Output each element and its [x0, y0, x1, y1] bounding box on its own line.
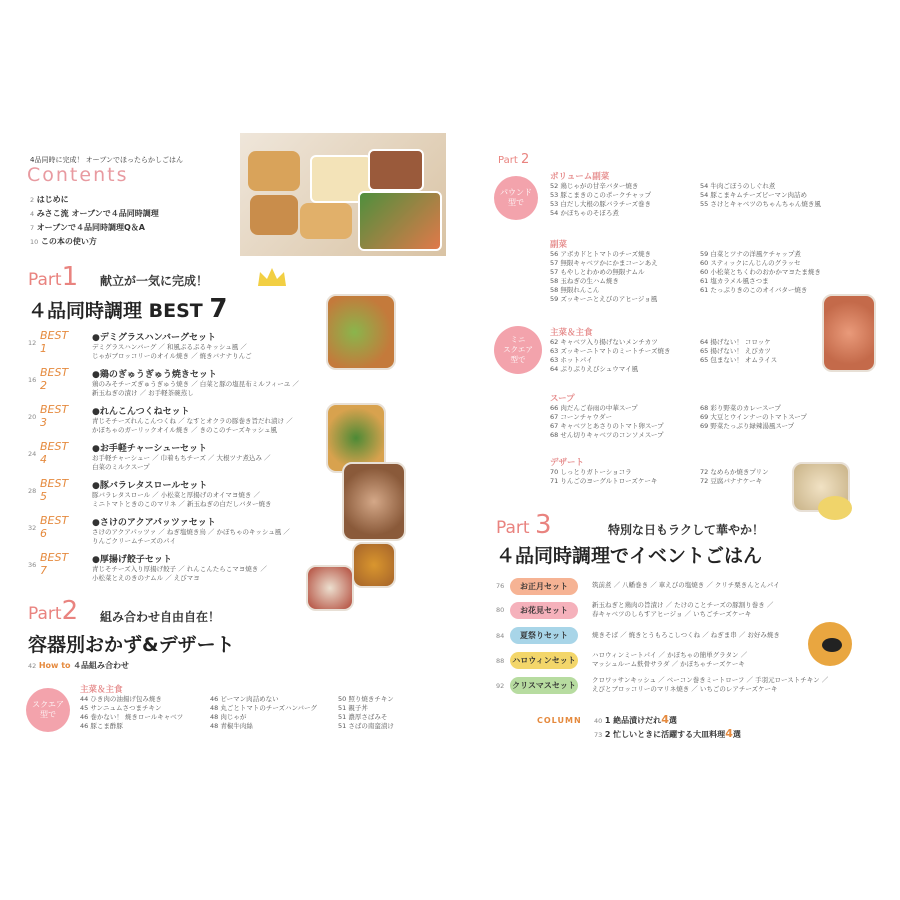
dessert-col-1 — [550, 468, 657, 486]
event-tag-hanami[interactable]: お花見セット — [510, 602, 578, 619]
howto[interactable]: 42 How to ４品組み合わせ — [28, 661, 130, 670]
recipe-item[interactable]: 61 塩カラメル風さつま — [700, 277, 769, 285]
header-subtitle: 4品同時に完成！ オーブンでほったらかしごはん — [30, 156, 184, 164]
recipe-item[interactable]: 51 親子丼 — [338, 704, 368, 712]
recipe-item[interactable]: 57 無限キャベツかにかまコーンあえ — [550, 259, 658, 267]
recipe-item[interactable]: 50 照り焼きチキン — [338, 695, 394, 703]
event-items: マッシュルーム麩骨サラダ ／ かぼちゃチーズケーキ — [592, 660, 745, 668]
mini-square-photo — [822, 294, 876, 372]
best-item-4[interactable]: 24 BEST 4 ●お手軽チャーシューセット お手軽チャーシュー ／ 巾着もちチーズ ／ 大根ツナ煮込み ／ 白菜のミルクスープ — [28, 440, 271, 471]
dessert-photo-2 — [818, 496, 852, 520]
recipe-item[interactable]: 46 ピーマン肉詰めない — [210, 695, 279, 703]
recipe-item[interactable]: 63 ホットパイ — [550, 356, 593, 364]
part2-label: Part2 — [28, 596, 79, 626]
recipe-item[interactable]: 68 せん切りキャベツのコンソメスープ — [550, 431, 664, 439]
best7-photo-2 — [306, 565, 354, 611]
recipe-item[interactable]: 48 丸ごとトマトのチーズハンバーグ — [210, 704, 318, 712]
recipe-item[interactable]: 64 揚げない！ コロッケ — [700, 338, 771, 346]
recipe-item[interactable]: 67 コーンチャウダー — [550, 413, 612, 421]
contents-title: Contents — [27, 164, 129, 186]
recipe-item[interactable]: 72 豆腐バナナケーキ — [700, 477, 763, 485]
best-item-5[interactable]: 28 BEST 5 ●豚バラレタスロールセット 豚バラレタスロール ／ 小松菜と厚揚げのオイマヨ焼き ／ ミニトマトときのこのマリネ ／ 新玉ねぎの白だしバター焼き — [28, 477, 272, 508]
recipe-item[interactable]: 66 肉だんご春雨の中華スープ — [550, 404, 638, 412]
main-head: 主菜＆主食 — [550, 328, 593, 338]
header-food-photo — [240, 133, 446, 256]
volume-head: ボリューム副菜 — [550, 172, 610, 182]
soup-col-2 — [700, 404, 807, 431]
part3-tagline: 特別な日もラクして華やか！ — [608, 523, 765, 537]
recipe-item[interactable]: 57 もやしとわかめの無限ナムル — [550, 268, 645, 276]
event-items: ハロウィンミートパイ ／ かぼちゃの簡単グラタン ／ — [592, 651, 748, 659]
part2-title: 容器別おかず&デザート — [28, 634, 235, 656]
side-head: 副菜 — [550, 240, 568, 250]
square-col-1 — [80, 695, 183, 731]
recipe-item[interactable]: 61 たっぷりきのこのオイバター焼き — [700, 286, 808, 294]
soup-head: スープ — [550, 394, 575, 404]
intro-item[interactable]: 2 はじめに — [30, 195, 69, 204]
column-label: COLUMN — [537, 716, 582, 725]
recipe-item[interactable]: 48 肉じゃが — [210, 713, 247, 721]
recipe-item[interactable]: 64 ぷりぷりえびシュウマイ風 — [550, 365, 639, 373]
recipe-item[interactable]: 71 りんごのヨーグルトローズケーキ — [550, 477, 658, 485]
soup-col-1 — [550, 404, 664, 440]
recipe-item[interactable]: 53 豚こまきのこのポークチャップ — [550, 191, 652, 199]
recipe-item[interactable]: 46 豚こま酢豚 — [80, 722, 123, 730]
recipe-item[interactable]: 48 青椒牛肉絲 — [210, 722, 253, 730]
part2-right-label: Part 2 — [498, 152, 530, 167]
recipe-item[interactable]: 65 揚げない！ えびカツ — [700, 347, 771, 355]
recipe-item[interactable]: 67 キャベツとあさりのトマト卵スープ — [550, 422, 664, 430]
recipe-item[interactable]: 52 鶏じゃがの甘辛バター焼き — [550, 182, 639, 190]
intro-item[interactable]: 10 この本の使い方 — [30, 237, 97, 246]
event-tag-summer[interactable]: 夏祭りセット — [510, 627, 578, 644]
recipe-item[interactable]: 46 巻かない！ 焼きロールキャベツ — [80, 713, 184, 721]
square-col-2 — [210, 695, 317, 731]
volume-col-1 — [550, 182, 651, 218]
event-tag-newyear[interactable]: お正月セット — [510, 578, 578, 595]
event-items: クロワッサンキッシュ ／ ベーコン巻きミートローフ ／ 手羽元ローストチキン ／ — [592, 676, 829, 684]
recipe-item[interactable]: 68 彩り野菜のカレースープ — [700, 404, 781, 412]
recipe-item[interactable]: 51 濃厚さばみそ — [338, 713, 388, 721]
recipe-item[interactable]: 55 さけとキャベツのちゃんちゃん焼き風 — [700, 200, 821, 208]
best-item-3[interactable]: 20 BEST 3 ●れんこんつくねセット 青じそチーズれんこんつくね ／ なすとオクラの豚巻き旨だれ漬け ／ かぼちゃのガーリックオイル焼き ／ きのこのチーズキッシュ風 — [28, 403, 293, 434]
recipe-item[interactable]: 69 大豆とウインナーのトマトスープ — [700, 413, 807, 421]
intro-list — [30, 194, 159, 248]
recipe-item[interactable]: 53 白だし大根の豚バラチーズ巻き — [550, 200, 652, 208]
intro-item[interactable]: 4 みさこ流 オーブンで４品同時調理 — [30, 209, 159, 218]
best-item-6[interactable]: 32 BEST 6 ●さけのアクアパッツァセット さけのアクアパッツァ ／ ねぎ塩焼き鳥 ／ かぼちゃのキッシュ風 ／ りんごクリームチーズのパイ — [28, 514, 290, 545]
recipe-item[interactable]: 51 さばの南蛮漬け — [338, 722, 394, 730]
recipe-item[interactable]: 60 小松菜とちくわのおかかマヨたま焼き — [700, 268, 821, 276]
side-col-1 — [550, 250, 658, 304]
event-tag-christmas[interactable]: クリスマスセット — [510, 677, 578, 694]
best-item-7[interactable]: 36 BEST 7 ●厚揚げ餃子セット 青じそチーズ入り厚揚げ餃子 ／ れんこんたらこマヨ焼き ／ 小松菜とえのきのナムル ／ えびマヨ — [28, 551, 267, 582]
part3-label: Part 3 — [496, 510, 552, 540]
halloween-photo — [808, 622, 852, 666]
event-items: 春キャベツのしらすアヒージョ ／ いちごチーズケーキ — [592, 610, 752, 618]
mini-square-badge: ミニ スクエア 型で — [494, 326, 542, 374]
recipe-item[interactable]: 58 玉ねぎの生ハム焼き — [550, 277, 619, 285]
best7-photo-1 — [352, 542, 396, 588]
best-item-1[interactable]: 12 BEST 1 ●デミグラスハンバーグセット デミグラスハンバーグ ／ 和風ぷるぷるキッシュ風 ／ じゃがブロッコリーのオイル焼き ／ 焼きバナナりんご — [28, 329, 252, 360]
volume-col-2 — [700, 182, 821, 209]
dessert-head: デザート — [550, 458, 585, 468]
recipe-item[interactable]: 56 アボカドとトマトのチーズ焼き — [550, 250, 652, 258]
event-tag-halloween[interactable]: ハロウィンセット — [510, 652, 578, 669]
part3-title: ４品同時調理でイベントごはん — [496, 545, 763, 567]
recipe-item[interactable]: 58 無限れんこん — [550, 286, 600, 294]
recipe-item[interactable]: 45 サンニュムさつまチキン — [80, 704, 162, 712]
recipe-item[interactable]: 44 ひき肉の油揚げ包み焼き — [80, 695, 162, 703]
part1-tagline: 献立が一気に完成！ — [100, 274, 209, 288]
recipe-item[interactable]: 59 白菜とツナの洋風ケチャップ煮 — [700, 250, 801, 258]
recipe-item[interactable]: 72 なめらか焼きプリン — [700, 468, 769, 476]
main-col-1 — [550, 338, 670, 374]
side-col-2 — [700, 250, 821, 295]
square-col-3 — [338, 695, 394, 731]
recipe-item[interactable]: 60 スティックにんじんのグラッセ — [700, 259, 801, 267]
best-item-2[interactable]: 16 BEST 2 ●鶏のぎゅうぎゅう焼きセット 鶏のみそチーズぎゅうぎゅう焼き ／ 白菜と豚の塩昆布ミルフィーユ ／ 新玉ねぎの漬け ／ お手軽茶碗蒸し — [28, 366, 299, 397]
column-item-1[interactable]: 40 1 絶品漬けだれ4選 — [594, 713, 677, 726]
recipe-item[interactable]: 63 ズッキーニトマトのミートチーズ焼き — [550, 347, 671, 355]
pound-badge: パウンド 型で — [494, 176, 538, 220]
column-item-2[interactable]: 73 2 忙しいときに活躍する大皿料理4選 — [594, 727, 741, 740]
recipe-item[interactable]: 62 キャベツ入り揚げないメンチカツ — [550, 338, 658, 346]
best1-photo — [326, 294, 396, 370]
crown-icon — [256, 266, 288, 288]
recipe-item[interactable]: 54 牛肉ごぼうのしぐれ煮 — [700, 182, 776, 190]
recipe-item[interactable]: 54 かぼちゃのそぼろ煮 — [550, 209, 619, 217]
recipe-item[interactable]: 54 豚こまキムチーズピーマン肉詰め — [700, 191, 808, 199]
part1-label: Part1 — [28, 262, 79, 292]
event-items: 筑前煮 ／ 八幡巻き ／ 車えびの塩焼き ／ クリチ栗きんとんパイ — [592, 581, 780, 589]
event-items: えびとブロッコリーのマリネ焼き ／ いちごのレアチーズケーキ — [592, 685, 778, 693]
best5-photo — [342, 462, 406, 541]
intro-item[interactable]: 7 オーブンで４品同時調理Q＆A — [30, 223, 145, 232]
square-badge: スクエア 型で — [26, 688, 70, 732]
event-items: 新玉ねぎと鶏肉の旨漬け ／ たけのことチーズの豚割り巻き ／ — [592, 601, 774, 609]
event-items: 焼きそば ／ 焼きとうもろこしつくね ／ ねぎま串 ／ お好み焼き — [592, 631, 780, 639]
recipe-item[interactable]: 65 包まない！ オムライス — [700, 356, 778, 364]
recipe-item[interactable]: 70 しっとりガトーショコラ — [550, 468, 632, 476]
recipe-item[interactable]: 69 野菜たっぷり緑辣湯風スープ — [700, 422, 795, 430]
part1-title: ４品同時調理 BEST 7 — [28, 294, 228, 324]
recipe-item[interactable]: 59 ズッキーニとえびのアヒージョ風 — [550, 295, 658, 303]
dessert-col-2 — [700, 468, 769, 486]
part2-tagline: 組み合わせ自由自在！ — [100, 610, 221, 624]
main-col-2 — [700, 338, 777, 365]
square-section-head: 主菜＆主食 — [80, 685, 123, 695]
